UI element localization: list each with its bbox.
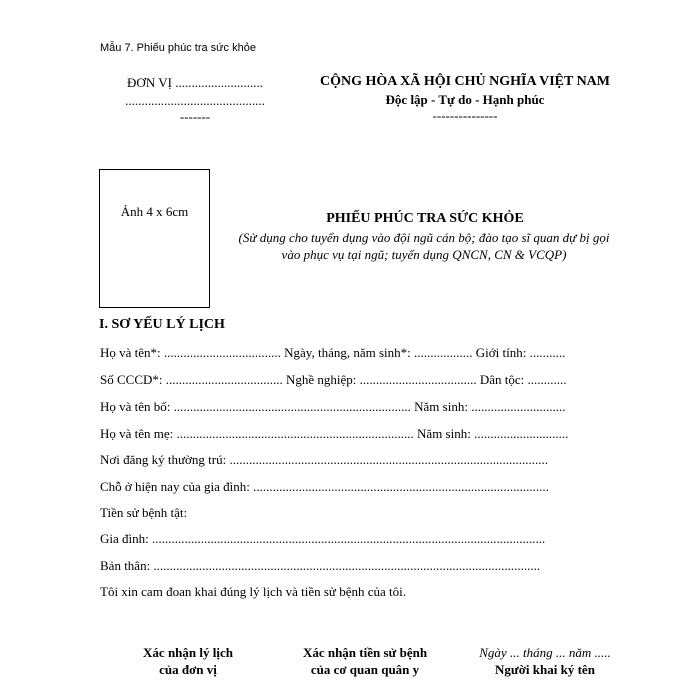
unit-name-line: ĐƠN VỊ ........................... xyxy=(127,75,263,90)
field-father-name: Họ và tên bố: ......................................................................... Năm sinh: ............................. xyxy=(100,399,566,414)
field-personal-history: Bản thân: ....................................................................................................................... xyxy=(100,558,541,573)
photo-label: Ảnh 4 x 6cm xyxy=(120,204,189,219)
field-full-name: Họ và tên*: .................................... Ngày, tháng, năm sinh*: .................. Giới tính: ........... xyxy=(100,345,566,360)
sig-unit-confirm-line1: Xác nhận lý lịch xyxy=(143,645,233,660)
field-medical-history-label: Tiền sử bệnh tật: xyxy=(100,505,188,520)
field-family-history: Gia đình: ......................................................................................................................... xyxy=(100,531,546,546)
field-current-residence: Chỗ ở hiện nay của gia đình: ........................................................................................... xyxy=(100,479,549,494)
sig-unit-confirm-line2: của đơn vị xyxy=(159,662,217,677)
sig-declarant: Người khai ký tên xyxy=(495,662,595,677)
national-title: CỘNG HÒA XÃ HỘI CHỦ NGHĨA VIỆT NAM xyxy=(319,74,610,89)
unit-divider: ------- xyxy=(179,109,211,124)
form-subtitle-line2: vào phục vụ tại ngũ; tuyển dụng QNCN, CN & VCQP) xyxy=(281,247,567,262)
field-mother-name: Họ và tên mẹ: ......................................................................... Năm sinh: ............................. xyxy=(100,426,569,441)
photo-placeholder xyxy=(99,169,210,308)
national-motto: Độc lập - Tự do - Hạnh phúc xyxy=(385,92,545,107)
form-title: PHIẾU PHÚC TRA SỨC KHỎE xyxy=(326,211,524,226)
section-heading: I. SƠ YẾU LÝ LỊCH xyxy=(99,317,225,332)
national-divider: --------------- xyxy=(432,108,498,123)
sig-medical-confirm-line2: của cơ quan quân y xyxy=(310,662,420,677)
form-subtitle-line1: (Sử dụng cho tuyển dụng vào đội ngũ cán bộ; đào tạo sĩ quan dự bị gọi xyxy=(238,230,610,245)
field-id-number: Số CCCD*: .................................... Nghề nghiệp: .................................... Dân tộc: ............ xyxy=(100,372,567,387)
field-permanent-address: Nơi đăng ký thường trú: .................................................................................................. xyxy=(100,452,548,467)
unit-subline: ........................................... xyxy=(125,93,265,108)
declaration-statement: Tôi xin cam đoan khai đúng lý lịch và tiền sử bệnh của tôi. xyxy=(100,584,406,599)
sig-medical-confirm-line1: Xác nhận tiền sử bệnh xyxy=(302,645,428,660)
sig-date-line: Ngày ... tháng ... năm ..... xyxy=(479,645,611,660)
form-label: Mẫu 7. Phiếu phúc tra sức khỏe xyxy=(100,42,256,54)
